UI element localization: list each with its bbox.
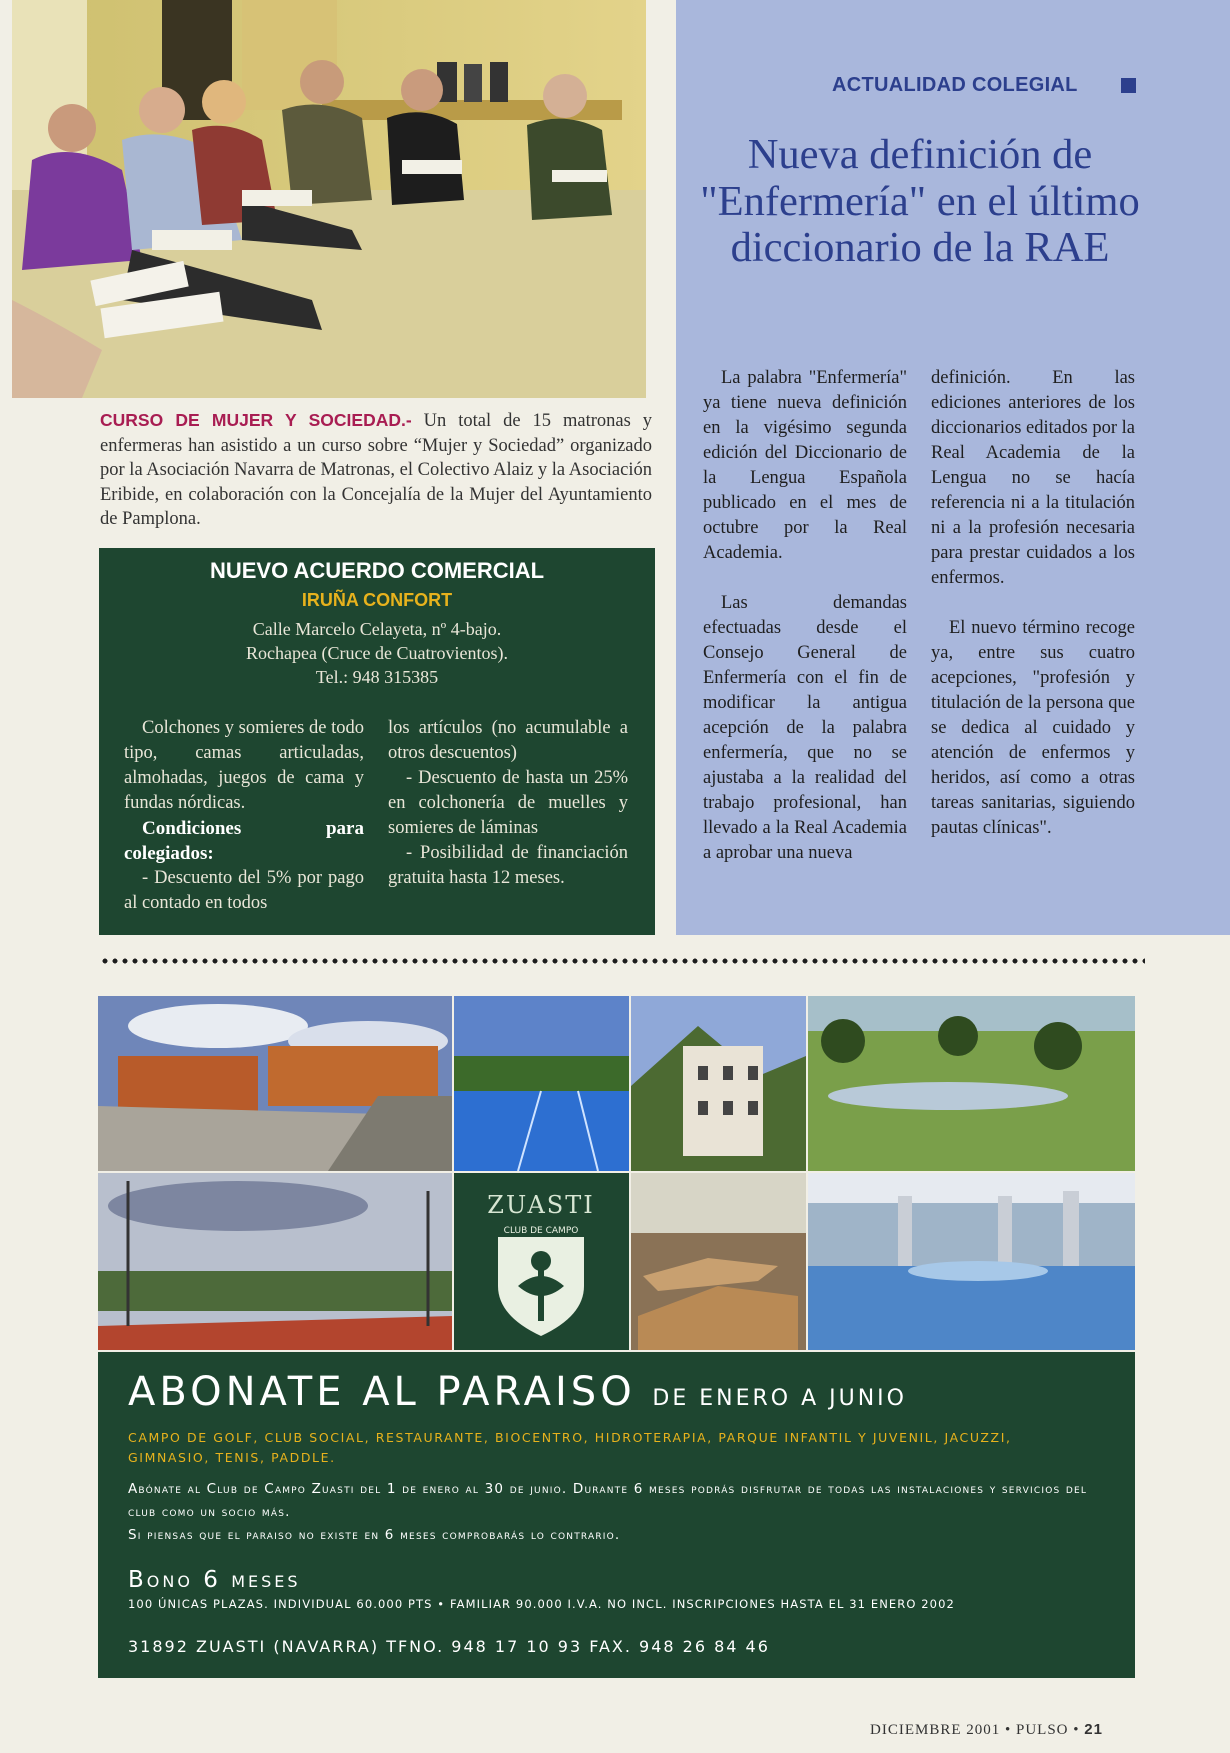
golf-course-photo [808,996,1135,1171]
ad-services: CAMPO DE GOLF, CLUB SOCIAL, RESTAURANTE, BIOCENTRO, HIDROTERAPIA, PARQUE INFANTIL Y JUVENIL, JACUZZI, GIMNASIO, TENIS, PADDLE. [128,1430,1012,1465]
article-column-1 [703,366,907,891]
address-line-2: Rochapea (Cruce de Cuatrovientos). [246,643,508,663]
dotted-separator [100,958,1145,964]
bono-details: 100 ÚNICAS PLAZAS. INDIVIDUAL 60.000 PTS • FAMILIAR 90.000 I.V.A. NO INCL. INSCRIPCIONES HASTA EL 31 ENERO 2002 [128,1597,955,1611]
acuerdo-address [99,617,655,689]
ad-headline-period: DE ENERO A JUNIO [652,1386,907,1411]
tennis-courts-photo [98,1173,452,1350]
section-tag: ACTUALIDAD COLEGIAL [832,74,1078,96]
issue-label: DICIEMBRE 2001 • PULSO • [870,1722,1080,1738]
bono-title: Bono 6 meses [128,1567,301,1593]
financing: - Posibilidad de financiación gratuita hasta 12 meses. [388,843,628,888]
caption-text: Un total de 15 matronas y enfermeras han asistido a un curso sobre “Mujer y Sociedad” organizado por la Asociación Navarra de Matronas, el Colectivo Alaiz y la Asociación Eribide, en colaboración con la Concejalía de la Mujer del Ayuntamiento de Pamplona. [100,411,652,529]
ad-headline [128,1369,907,1415]
article-paragraph-4: El nuevo término recoge ya, entre sus cuatro acepciones, "profesión y titulación de la persona que se dedica al cuidado y atención de enfermos y heridos, así como a otras tareas sanitarias, siguiendo pautas clínicas". [931,618,1135,838]
clubhouse-photo [98,996,452,1171]
article-title: Nueva definición de "Enfermería" en el último diccionario de la RAE [700,131,1140,271]
manor-house-photo [631,996,806,1171]
biocentre-lounge-photo [631,1173,806,1350]
acuerdo-company: IRUÑA CONFORT [301,590,453,610]
ad-headline-main: ABONATE AL PARAISO [128,1369,636,1415]
classroom-photo [12,0,646,398]
address-line-1: Calle Marcelo Celayeta, nº 4-bajo. [252,619,502,639]
article-paragraph-3: definición. En las ediciones anteriores de los diccionarios editados por la Real Academia de la Lengua no se hacía referencia ni a la titulación ni a la profesión necesaria para prestar cuidados a los enfermos. [931,368,1135,588]
logo-subtitle: CLUB DE CAMPO [503,1226,579,1236]
ad-contact: 31892 ZUASTI (NAVARRA) TFNO. 948 17 10 93 FAX. 948 26 84 46 [128,1637,770,1656]
acuerdo-comercial-box [99,548,655,935]
section-square-icon [1121,78,1136,93]
address-phone: Tel.: 948 315385 [315,667,439,687]
page-footer [870,1721,1103,1739]
article-paragraph-1: La palabra "Enfermería" ya tiene nueva definición en la vigésimo segunda edición del Diccionario de la Lengua Española publicado en el mes de octubre por la Real Academia. [703,368,907,563]
acuerdo-col2-text: los artículos (no acumulable a otros descuentos) [388,718,628,763]
page-number: 21 [1084,1721,1103,1738]
acuerdo-products: Colchones y somieres de todo tipo, camas articuladas, almohadas, juegos de cama y fundas nórdicas. [124,718,364,813]
discount-mattress: - Descuento de hasta un 25% en colchonería de muelles y somieres de láminas [388,768,628,838]
zuasti-logo-tile [454,1173,629,1350]
ad-body-1: Abónate al Club de Campo Zuasti del 1 de enero al 30 de junio. Durante 6 meses podrás disfrutar de todas las instalaciones y servicios del club como un socio más. [128,1481,1088,1520]
article-paragraph-2: Las demandas efectuadas desde el Consejo General de Enfermería con el fin de modificar la antigua acepción de la palabra enfermería, que no se ajustaba a la realidad del trabajo profesional, han llevado a la Real Academia a aprobar una nueva [703,593,907,863]
hydrotherapy-pool-photo [808,1173,1135,1350]
discount-cash: - Descuento del 5% por pago al contado en todos [124,868,364,913]
ad-body-2: Si piensas que el paraiso no existe en 6 meses comprobarás lo contrario. [128,1527,621,1543]
logo-name: ZUASTI [487,1191,595,1219]
acuerdo-title: NUEVO ACUERDO COMERCIAL [209,558,545,583]
pool-photo [454,996,629,1171]
photo-caption [100,408,652,532]
acuerdo-column-1 [124,716,364,916]
caption-lead: CURSO DE MUJER Y SOCIEDAD.- [100,410,412,430]
article-column-2 [931,366,1135,866]
acuerdo-column-2 [388,716,628,891]
zuasti-ad-panel [98,1352,1135,1678]
conditions-label: Condiciones para colegiados: [124,818,364,864]
ad-body [128,1478,1103,1547]
zuasti-ad-photo-grid [98,996,1135,1350]
